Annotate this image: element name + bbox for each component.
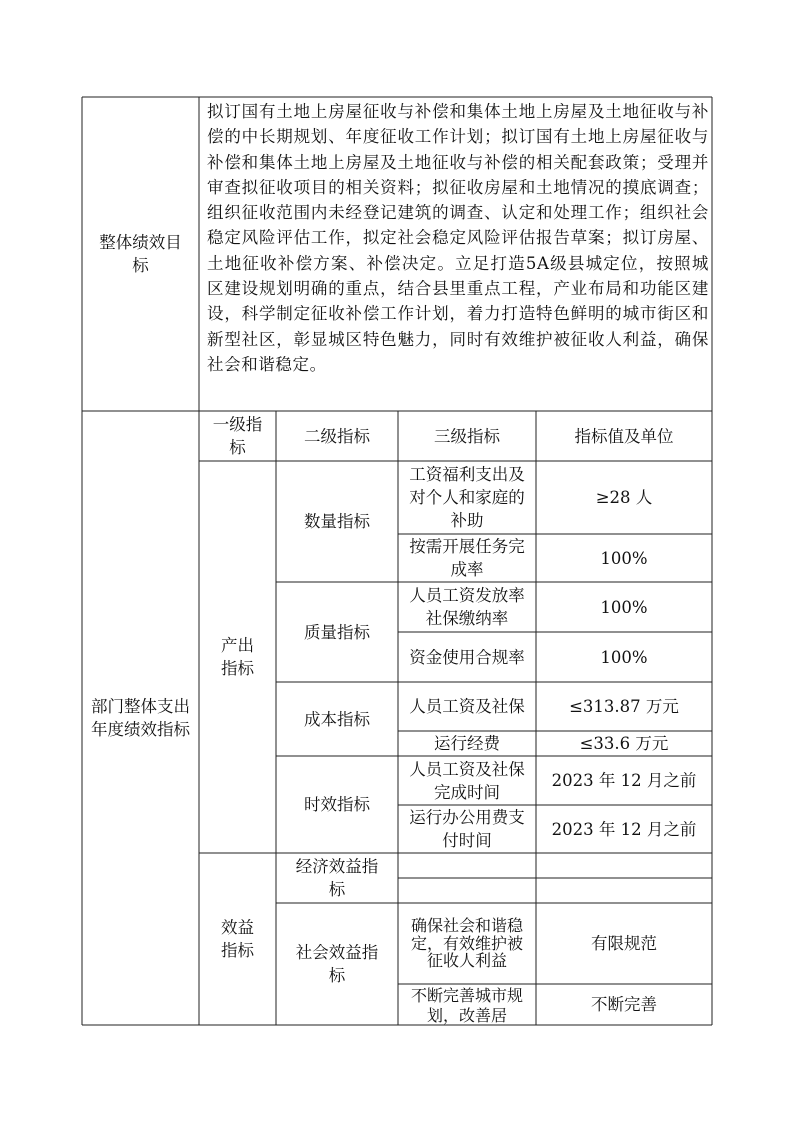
table-row-value: 100% (600, 548, 648, 568)
timeliness-indicator: 时效指标 (304, 795, 370, 814)
header-level2: 二级指标 (304, 426, 370, 446)
quality-indicator: 质量指标 (304, 622, 370, 642)
table-row-indicator: 人员工资及社保完成时间 (409, 759, 525, 802)
table-row-indicator: 运行办公用费支付时间 (409, 808, 525, 850)
table-row-value (536, 853, 712, 878)
table-row-indicator (398, 878, 536, 903)
benefit-indicator-label: 效益指标 (221, 918, 254, 960)
quantity-indicator: 数量指标 (304, 512, 370, 531)
table-row-indicator: 确保社会和谐稳定，有效维护被征收人利益 (410, 916, 523, 971)
overall-goal-text: 拟订国有土地上房屋征收与补偿和集体土地上房屋及土地征收与补偿的中长期规划、年度征收工作计划；拟订国有土地上房屋征收与补偿和集体土地上房屋及土地征收与补偿的相关配套政策；受理并审查拟征收项目的相关资料；拟征收房屋和土地情况的摸底调查；组织征收范围内未经登记建筑的调查、认定和处理工作；组织社会稳定风险评估工作，拟定社会稳定风险评估报告草案；拟订房屋、土地征收补偿方案、补偿决定。立足打造5A级县城定位，按照城区建设规划明确的重点，结合县里重点工程，产业布局和功能区建设，科学制定征收补偿工作计划，着力打造特色鲜明的城市街区和新型社区，彰显城区特色魅力，同时有效维护被征收人利益，确保社会和谐稳定。 (207, 102, 709, 374)
header-level3: 三级指标 (434, 426, 500, 446)
social-benefit-indicator: 社会效益指标 (295, 943, 379, 985)
table-row-indicator: 不断完善城市规划，改善居 (410, 986, 523, 1025)
table-row-value (536, 878, 712, 903)
table-row-value: 2023 年 12 月之前 (551, 771, 697, 790)
header-value: 指标值及单位 (574, 426, 674, 446)
table-row-value: 100% (600, 597, 648, 617)
table-row-indicator: 人员工资及社保 (409, 697, 525, 716)
table-row-indicator: 人员工资发放率社保缴纳率 (409, 586, 525, 628)
table-row-indicator: 资金使用合规率 (409, 647, 525, 667)
table-row-value: ≥28 人 (595, 488, 653, 507)
table-row-indicator: 工资福利支出及对个人和家庭的补助 (409, 465, 525, 530)
cost-indicator: 成本指标 (304, 709, 370, 729)
table-row-value: 有限规范 (591, 934, 657, 953)
table-row-value: 2023 年 12 月之前 (551, 819, 697, 839)
output-indicator-label: 产出指标 (221, 636, 254, 678)
table-row-value: ≤313.87 万元 (569, 697, 679, 716)
table-row-indicator: 运行经费 (434, 734, 500, 753)
annual-indicator-label: 部门整体支出 年度绩效指标 (91, 697, 190, 739)
table-row-indicator: 按需开展任务完成率 (409, 537, 525, 579)
header-level1: 一级指标 (212, 415, 263, 457)
table-row-value: 100% (600, 647, 648, 667)
economic-benefit-indicator: 经济效益指标 (295, 857, 379, 899)
table-row-value: 不断完善 (591, 995, 657, 1014)
table-row-indicator (398, 853, 536, 878)
overall-goal-label: 整体绩效目标 (99, 233, 182, 275)
table-row-value: ≤33.6 万元 (579, 734, 669, 753)
